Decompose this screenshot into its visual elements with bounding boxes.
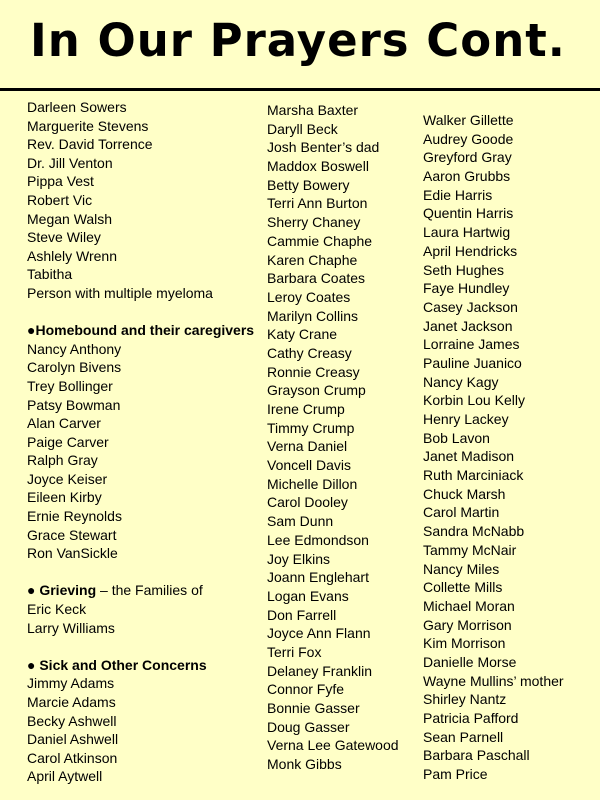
list-item: Maddox Boswell [267,158,369,175]
list-item: Dr. Jill Venton [27,154,113,171]
list-item: April Aytwell [27,768,103,785]
list-item: Alan Carver [27,415,101,432]
list-item: Casey Jackson [423,298,518,315]
list-item: Danielle Morse [423,653,517,670]
list-item: Ralph Gray [27,452,98,469]
list-item: Logan Evans [267,587,349,604]
spacer [27,563,254,582]
list-item: Joann Englehart [267,569,369,586]
list-item: Terri Fox [267,643,322,660]
column-1 [27,98,254,786]
list-item: Gary Morrison [423,616,512,633]
list-item: Carol Martin [423,504,500,521]
list-item: Barbara Coates [267,270,366,287]
list-item: Korbin Lou Kelly [423,392,525,409]
list-item: Carol Dooley [267,494,348,511]
list-item: Leroy Coates [267,288,351,305]
list-item: Faye Hundley [423,280,510,297]
list-item: Betty Bowery [267,176,350,193]
list-item: Patsy Bowman [27,396,121,413]
list-item: Michael Moran [423,597,515,614]
list-item: Carol Atkinson [27,749,118,766]
sick-section-header: ● Sick and Other Concerns [27,656,207,673]
list-item: Kim Morrison [423,635,506,652]
list-item: April Hendricks [423,242,518,259]
list-item: Wayne Mullins’ mother [423,672,564,689]
column-2 [267,101,399,774]
list-item: Ashlely Wrenn [27,247,118,264]
list-item: Edie Harris [423,186,493,203]
list-item: Rev. David Torrence [27,136,153,153]
list-item: Delaney Franklin [267,662,373,679]
list-item: Quentin Harris [423,205,514,222]
list-item: Marcie Adams [27,694,116,710]
list-item: Laura Hartwig [423,224,511,241]
list-item: Lee Edmondson [267,531,369,548]
list-item: Paige Carver [27,433,109,450]
spacer [27,303,254,322]
page-title: In Our Prayers Cont. [30,14,566,67]
list-item: Collette Mills [423,579,503,596]
list-item: Nancy Kagy [423,373,499,390]
list-item: Larry Williams [27,619,115,636]
list-item: Don Farrell [267,606,337,623]
list-item: Marguerite Stevens [27,117,149,134]
grieving-header-label: ● Grieving [27,582,97,599]
list-item: Nancy Miles [423,560,500,577]
spacer [27,637,254,656]
list-item: Sean Parnell [423,728,504,745]
list-item: Doug Gasser [267,718,350,735]
list-item: Person with multiple myeloma [27,284,213,301]
grieving-header-suffix: – the Families of [96,582,203,599]
list-item: Janet Madison [423,448,515,465]
list-item: Ron VanSickle [27,545,118,562]
list-item: Patricia Pafford [423,710,519,726]
list-item: Josh Benter’s dad [267,139,380,156]
list-item: Trey Bollinger [27,377,113,394]
list-item: Walker Gillette [423,112,514,128]
list-item: Ronnie Creasy [267,363,360,380]
list-item: Robert Vic [27,191,93,208]
list-item: Carolyn Bivens [27,359,122,376]
list-item: Pam Price [423,766,488,783]
list-item: Tabitha [27,266,73,283]
list-item: Audrey Goode [423,130,514,147]
list-item: Sam Dunn [267,513,334,530]
list-item: Connor Fyfe [267,681,345,698]
list-item: Greyford Gray [423,149,512,166]
title-divider [0,88,600,91]
list-item: Eric Keck [27,601,87,618]
list-item: Lorraine James [423,336,520,353]
list-item: Sherry Chaney [267,214,361,231]
list-item: Pauline Juanico [423,354,522,371]
list-item: Janet Jackson [423,317,513,334]
list-item: Shirley Nantz [423,691,507,708]
homebound-section-header: ●Homebound and their caregivers [27,322,255,339]
list-item: Marsha Baxter [267,102,359,118]
list-item: Marilyn Collins [267,307,359,324]
list-item: Eileen Kirby [27,489,102,506]
list-item: Cammie Chaphe [267,232,373,249]
list-item: Sandra McNabb [423,523,525,540]
list-item: Daryll Beck [267,120,338,137]
list-item: Joy Elkins [267,550,331,567]
list-item: Karen Chaphe [267,251,358,268]
list-item: Joyce Ann Flann [267,625,371,642]
list-item: Chuck Marsh [423,485,506,502]
list-item: Voncell Davis [267,457,352,474]
list-item: Verna Lee Gatewood [267,737,399,754]
list-item: Megan Walsh [27,210,113,227]
list-item: Irene Crump [267,401,345,417]
list-item: Grayson Crump [267,382,366,399]
list-item: Aaron Grubbs [423,168,511,185]
list-item: Ruth Marciniack [423,467,524,484]
list-item: Henry Lackey [423,411,509,427]
list-item: Becky Ashwell [27,712,117,729]
list-item: Terri Ann Burton [267,195,368,212]
list-item: Pippa Vest [27,173,94,190]
column-3 [423,111,564,784]
list-item: Ernie Reynolds [27,508,122,525]
list-item: Darleen Sowers [27,99,127,115]
list-item: Katy Crane [267,326,338,343]
list-item: Verna Daniel [267,438,348,455]
grieving-section-header [27,581,254,600]
list-item: Barbara Paschall [423,747,530,764]
list-item: Daniel Ashwell [27,731,119,748]
list-item: Cathy Creasy [267,344,352,361]
list-item: Tammy McNair [423,541,517,558]
list-item: Bonnie Gasser [267,700,360,716]
list-item: Monk Gibbs [267,756,342,773]
list-item: Seth Hughes [423,261,504,278]
list-item: Grace Stewart [27,526,117,543]
list-item: Timmy Crump [267,419,355,436]
list-item: Joyce Keiser [27,470,108,487]
list-item: Steve Wiley [27,229,101,246]
list-item: Michelle Dillon [267,475,358,492]
list-item: Bob Lavon [423,429,490,446]
list-item: Jimmy Adams [27,675,115,692]
list-item: Nancy Anthony [27,340,122,357]
